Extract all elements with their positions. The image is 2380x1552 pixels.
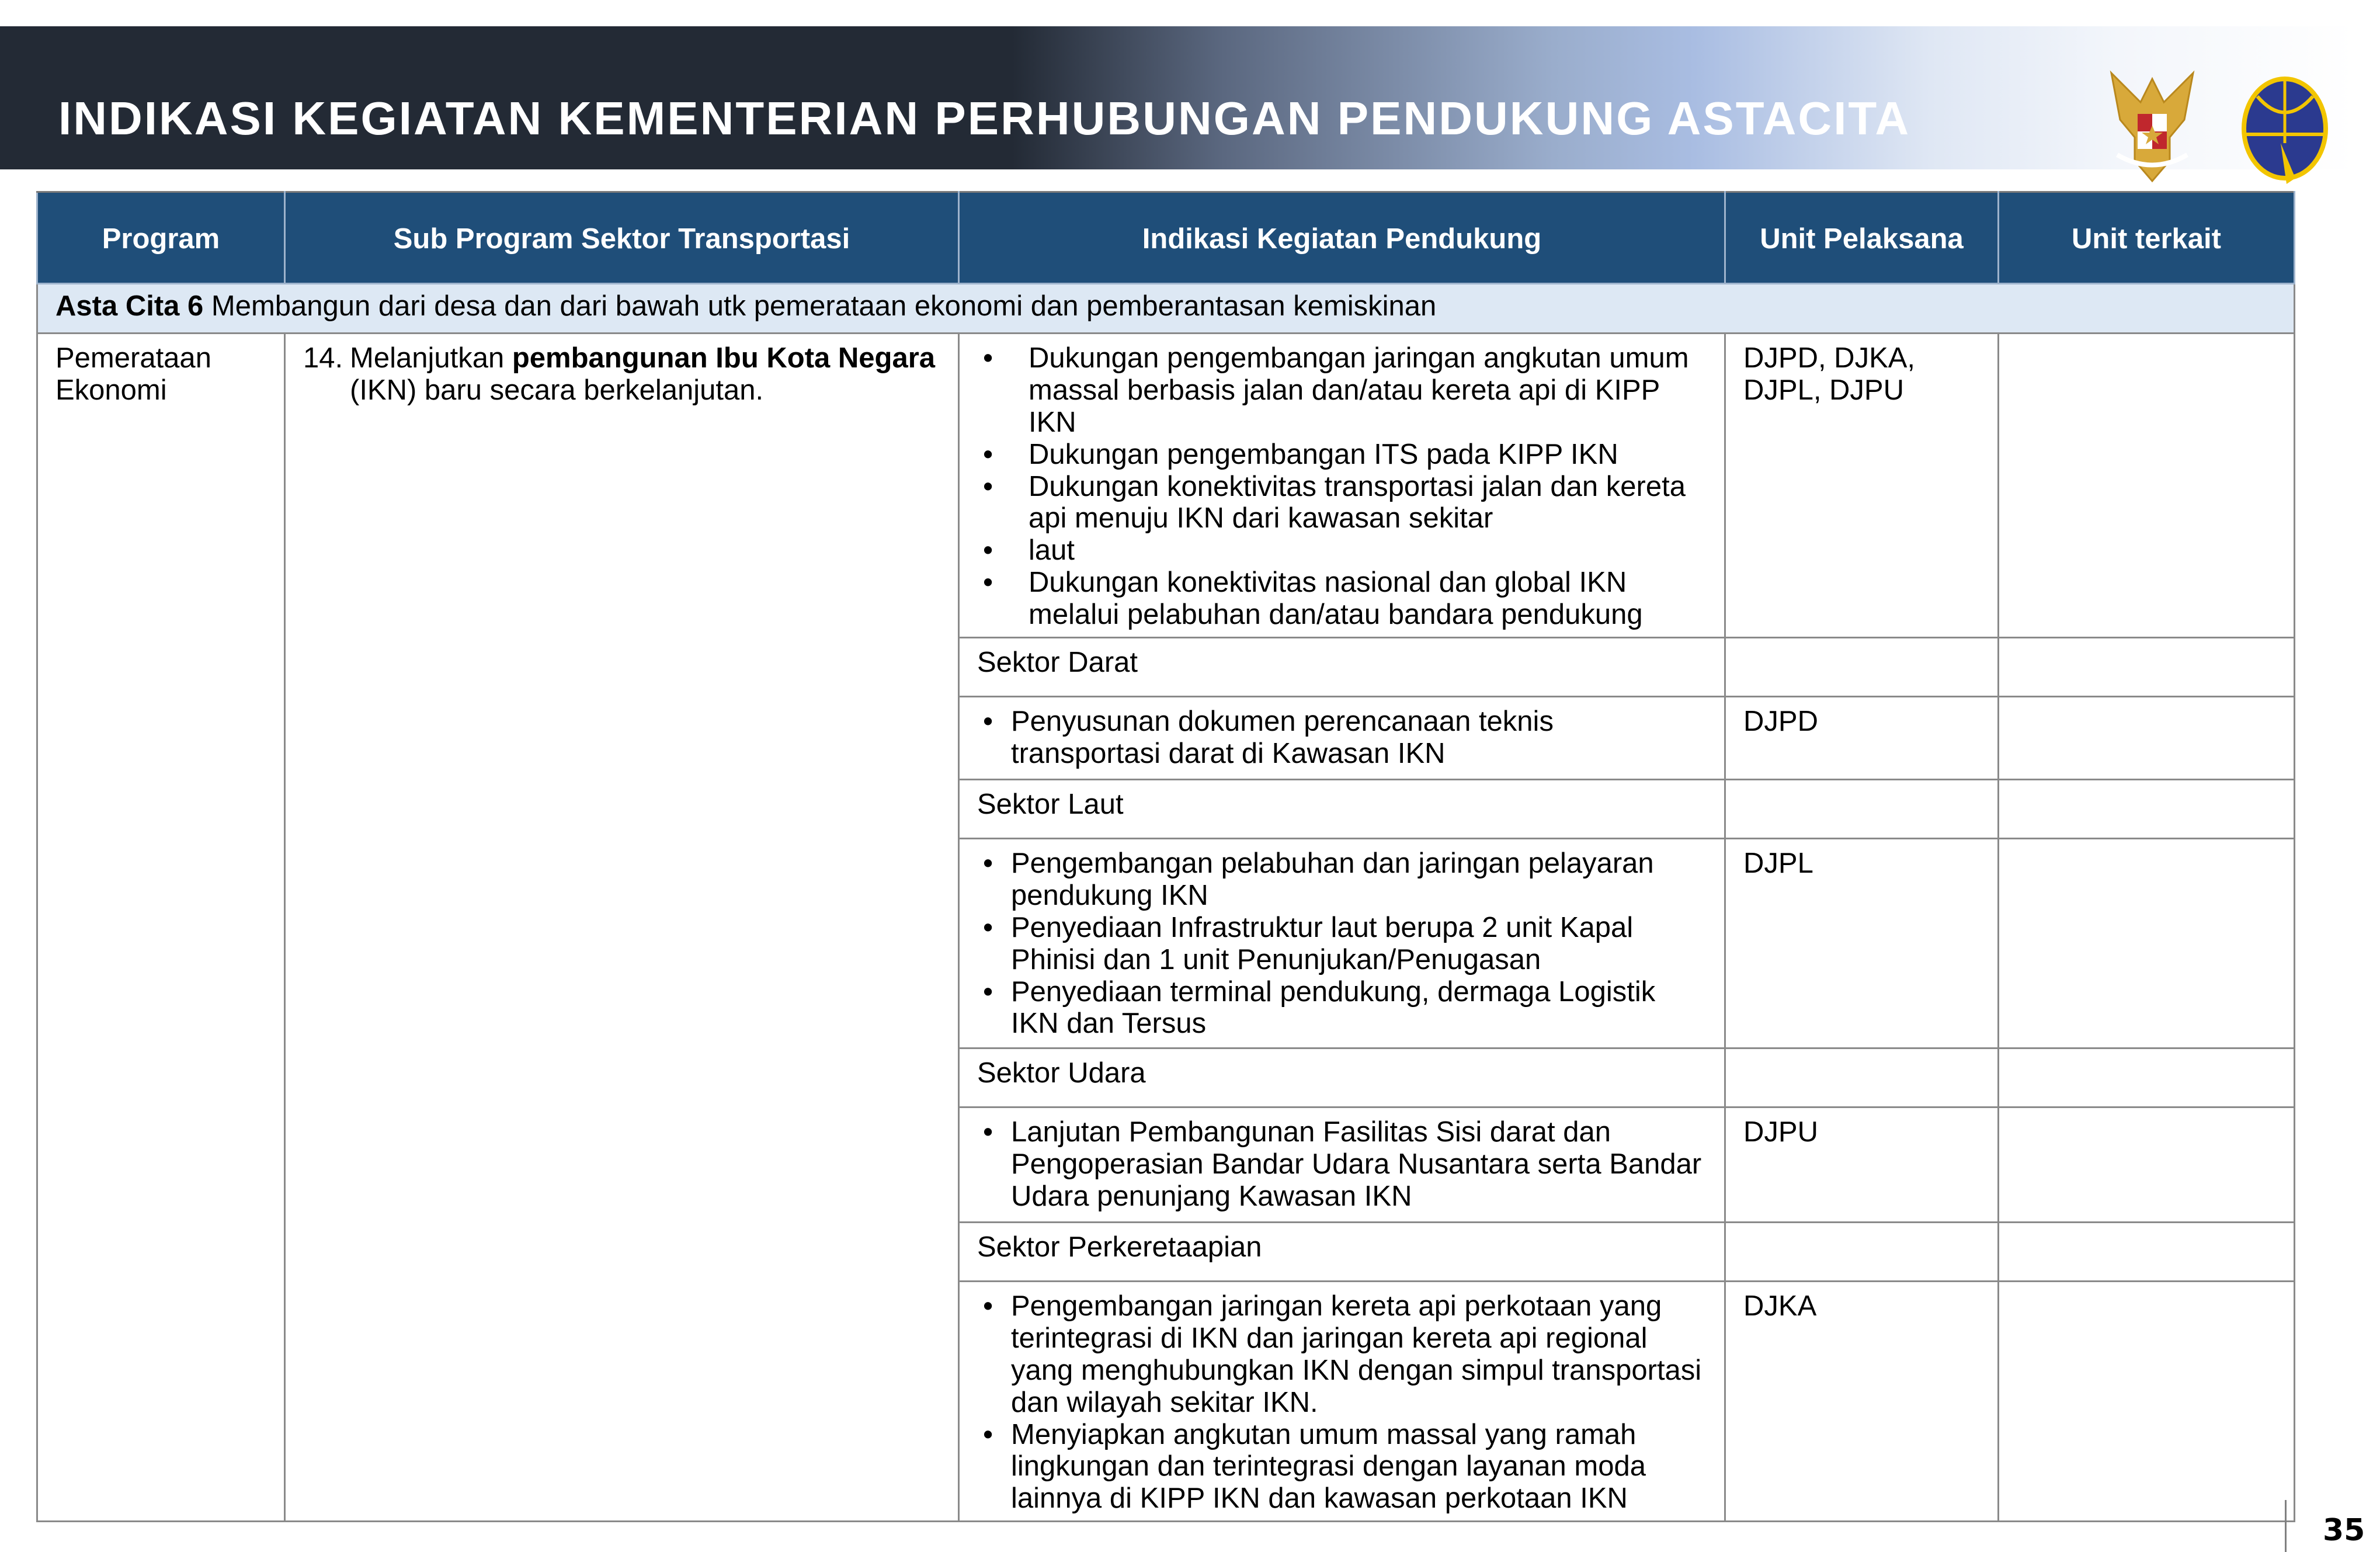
unit-pelaksana-cell: DJPD bbox=[1725, 697, 1999, 780]
corner-divider bbox=[2285, 1500, 2287, 1552]
sector-label: Sektor Udara bbox=[959, 1048, 1725, 1107]
unit-pelaksana-cell: DJPL bbox=[1725, 839, 1999, 1048]
unit-pelaksana-cell bbox=[1725, 780, 1999, 839]
list-item: • Menyiapkan angkutan umum massal yang ramah lingkungan dan terintegrasi dengan layanan moda lainnya di KIPP IKN dan kawasan perkotaan IKN bbox=[977, 1419, 1707, 1515]
sector-label: Sektor Laut bbox=[959, 780, 1725, 839]
list-item: • Dukungan pengembangan jaringan angkutan umum massal berbasis jalan dan/atau kereta api di KIPP IKN bbox=[977, 342, 1707, 439]
sector-label: Sektor Darat bbox=[959, 638, 1725, 697]
unit-pelaksana-cell: DJPD, DJKA, DJPL, DJPU bbox=[1725, 334, 1999, 638]
activities-cell bbox=[959, 1282, 1725, 1522]
activities-table bbox=[36, 191, 2295, 1522]
table-header-row bbox=[37, 192, 2295, 284]
activities-cell bbox=[959, 697, 1725, 780]
list-item: • Lanjutan Pembangunan Fasilitas Sisi darat dan Pengoperasian Bandar Udara Nusantara serta Bandar Udara penunjang Kawasan IKN bbox=[977, 1116, 1707, 1213]
table-row bbox=[37, 334, 2295, 638]
asta-cita-text: Membangun dari desa dan dari bawah utk pemerataan ekonomi dan pemberantasan kemiskinan bbox=[203, 290, 1437, 322]
unit-pelaksana-cell bbox=[1725, 1223, 1999, 1282]
unit-terkait-cell bbox=[1999, 697, 2295, 780]
list-item: • Pengembangan jaringan kereta api perkotaan yang terintegrasi di IKN dan jaringan kereta api regional yang menghubungkan IKN dengan simpul transportasi dan wilayah sekitar IKN. bbox=[977, 1290, 1707, 1419]
asta-cita-label: Asta Cita 6 bbox=[55, 290, 204, 322]
sub-program-number: 14. bbox=[303, 342, 343, 374]
unit-pelaksana-cell bbox=[1725, 638, 1999, 697]
unit-terkait-cell bbox=[1999, 1282, 2295, 1522]
activities-cell bbox=[959, 839, 1725, 1048]
column-header-indikasi-kegiatan: Indikasi Kegiatan Pendukung bbox=[959, 192, 1725, 284]
unit-terkait-cell bbox=[1999, 1223, 2295, 1282]
activities-cell bbox=[959, 1107, 1725, 1223]
sub-program-cell: 14. Melanjutkan pembangunan Ibu Kota Negara (IKN) baru secara berkelanjutan. bbox=[285, 334, 959, 1522]
unit-terkait-cell bbox=[1999, 839, 2295, 1048]
column-header-program: Program bbox=[37, 192, 285, 284]
page-number: 35 bbox=[2323, 1513, 2365, 1548]
activities-cell bbox=[959, 334, 1725, 638]
unit-terkait-cell bbox=[1999, 638, 2295, 697]
page-title: INDIKASI KEGIATAN KEMENTERIAN PERHUBUNGAN PENDUKUNG ASTACITA bbox=[58, 92, 1911, 144]
list-item: • Dukungan konektivitas transportasi jalan dan kereta api menuju IKN dari kawasan sekitar bbox=[977, 471, 1707, 535]
list-item: • laut bbox=[977, 534, 1707, 567]
unit-pelaksana-cell: DJPU bbox=[1725, 1107, 1999, 1223]
column-header-unit-pelaksana: Unit Pelaksana bbox=[1725, 192, 1999, 284]
sector-label: Sektor Perkeretaapian bbox=[959, 1223, 1725, 1282]
list-item: • Dukungan konektivitas nasional dan global IKN melalui pelabuhan dan/atau bandara pendukung bbox=[977, 567, 1707, 631]
kemenhub-logo-icon bbox=[2240, 73, 2330, 187]
list-item: • Penyusunan dokumen perencanaan teknis transportasi darat di Kawasan IKN bbox=[977, 706, 1707, 770]
unit-terkait-cell bbox=[1999, 780, 2295, 839]
asta-cita-row bbox=[37, 284, 2295, 334]
list-item: • Penyediaan Infrastruktur laut berupa 2 unit Kapal Phinisi dan 1 unit Penunjukan/Penugasan bbox=[977, 912, 1707, 976]
unit-pelaksana-cell: DJKA bbox=[1725, 1282, 1999, 1522]
unit-terkait-cell bbox=[1999, 334, 2295, 638]
list-item: • Dukungan pengembangan ITS pada KIPP IKN bbox=[977, 439, 1707, 471]
column-header-unit-terkait: Unit terkait bbox=[1999, 192, 2295, 284]
list-item: • Penyediaan terminal pendukung, dermaga Logistik IKN dan Tersus bbox=[977, 976, 1707, 1040]
unit-terkait-cell bbox=[1999, 1048, 2295, 1107]
list-item: • Pengembangan pelabuhan dan jaringan pelayaran pendukung IKN bbox=[977, 848, 1707, 912]
garuda-emblem-icon bbox=[2100, 67, 2205, 184]
title-banner bbox=[0, 26, 2354, 169]
unit-terkait-cell bbox=[1999, 1107, 2295, 1223]
column-header-sub-program: Sub Program Sektor Transportasi bbox=[285, 192, 959, 284]
unit-pelaksana-cell bbox=[1725, 1048, 1999, 1107]
program-cell: Pemerataan Ekonomi bbox=[37, 334, 285, 1522]
